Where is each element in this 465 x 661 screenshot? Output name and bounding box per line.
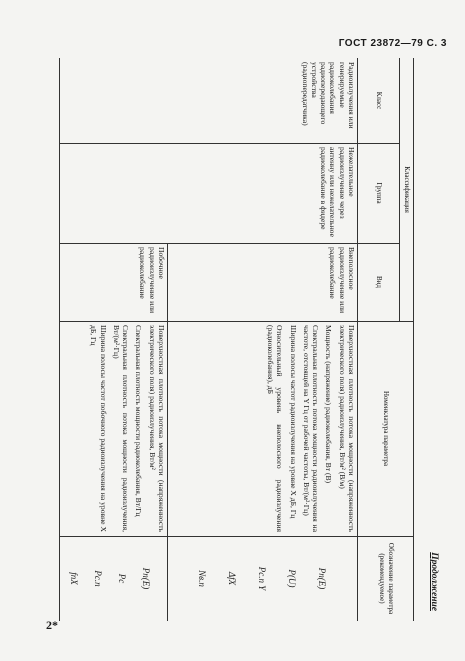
parameter-symbol: Pс — [117, 573, 127, 584]
page-header: ГОСТ 23872—79 С. 3 — [338, 38, 447, 49]
section2-symbols — [59, 536, 168, 621]
parameter-symbol: Nв.п — [197, 570, 207, 587]
parameter-text: Относительный уровень внеполосного радиоизлучения (радиоколебания), дБ — [265, 325, 285, 532]
parameter-symbol: ΔfX — [227, 571, 237, 586]
parameter-symbol: Pс.п — [93, 570, 103, 587]
section1-parameters — [168, 321, 358, 536]
parameter-text: Поверхностная плотность потока мощности (напряженность электрического поля) радиоизлучения, Вт/м² — [147, 325, 166, 532]
type-outband-cell: Внеполосное радиоизлучение или радиоколебание — [328, 247, 356, 314]
section2-parameters — [59, 321, 168, 536]
classification-header: Классификация — [403, 166, 412, 213]
parameter-text: Спектральная плотность потока мощности радиоизлучения на частоте, отстоящей на Y Гц от рабочей частоты, Вт/(м²·Гц) — [301, 325, 321, 532]
group-cell: Нежелательное радиоизлучение через антенну или нежелательное радиоколебание в фидере — [319, 147, 356, 237]
col-header-class: Класс — [375, 91, 384, 110]
parameter-text: Ширина полосы частот побочного радиоизлучения на уровне X дБ, Гц — [89, 325, 108, 532]
col-header-designation: Обозначение параметра (рекомендуемое) — [378, 542, 395, 615]
parameter-text: Мощность (напряжение) радиоколебания, Вт (В) — [324, 325, 334, 484]
parameter-text: Ширина полосы частот радиоизлучения на уровне X дБ, Гц — [288, 325, 298, 519]
page-number: 2* — [46, 618, 58, 632]
parameter-symbol: Pп(E) — [141, 567, 151, 590]
col-header-group: Группа — [375, 182, 384, 204]
rotated-table-page — [54, 58, 439, 621]
col-header-nomenclature: Номенклатура параметра — [382, 390, 391, 467]
parameter-text: Спектральная плотность мощности радиоколебания, Вт/Гц — [134, 325, 144, 517]
col-header-type: Вид — [375, 276, 384, 288]
parameter-symbol: fпX — [69, 572, 79, 585]
parameter-symbol: P(U) — [287, 569, 297, 588]
parameter-text: Спектральная плотность потока мощности радиоизлучения, Вт/(м²·Гц) — [111, 325, 131, 532]
section1-symbols — [168, 536, 358, 621]
type-spurious-cell: Побочное радиоизлучение или радиоколебание — [138, 247, 166, 314]
class-cell: Радиоизлучения или генерируемые радиоколебания радиопередающего устройства (радиопередатчика) — [300, 62, 356, 129]
continuation-label: Продолжение — [429, 552, 439, 611]
parameter-text: Поверхностная плотность потока мощности (напряженность электрического поля) радиоизлучения, Вт/м² (В/м) — [337, 325, 356, 532]
parameter-symbol: Pп(E) — [317, 567, 327, 590]
parameter-symbol: Pс.п Y — [257, 566, 267, 591]
